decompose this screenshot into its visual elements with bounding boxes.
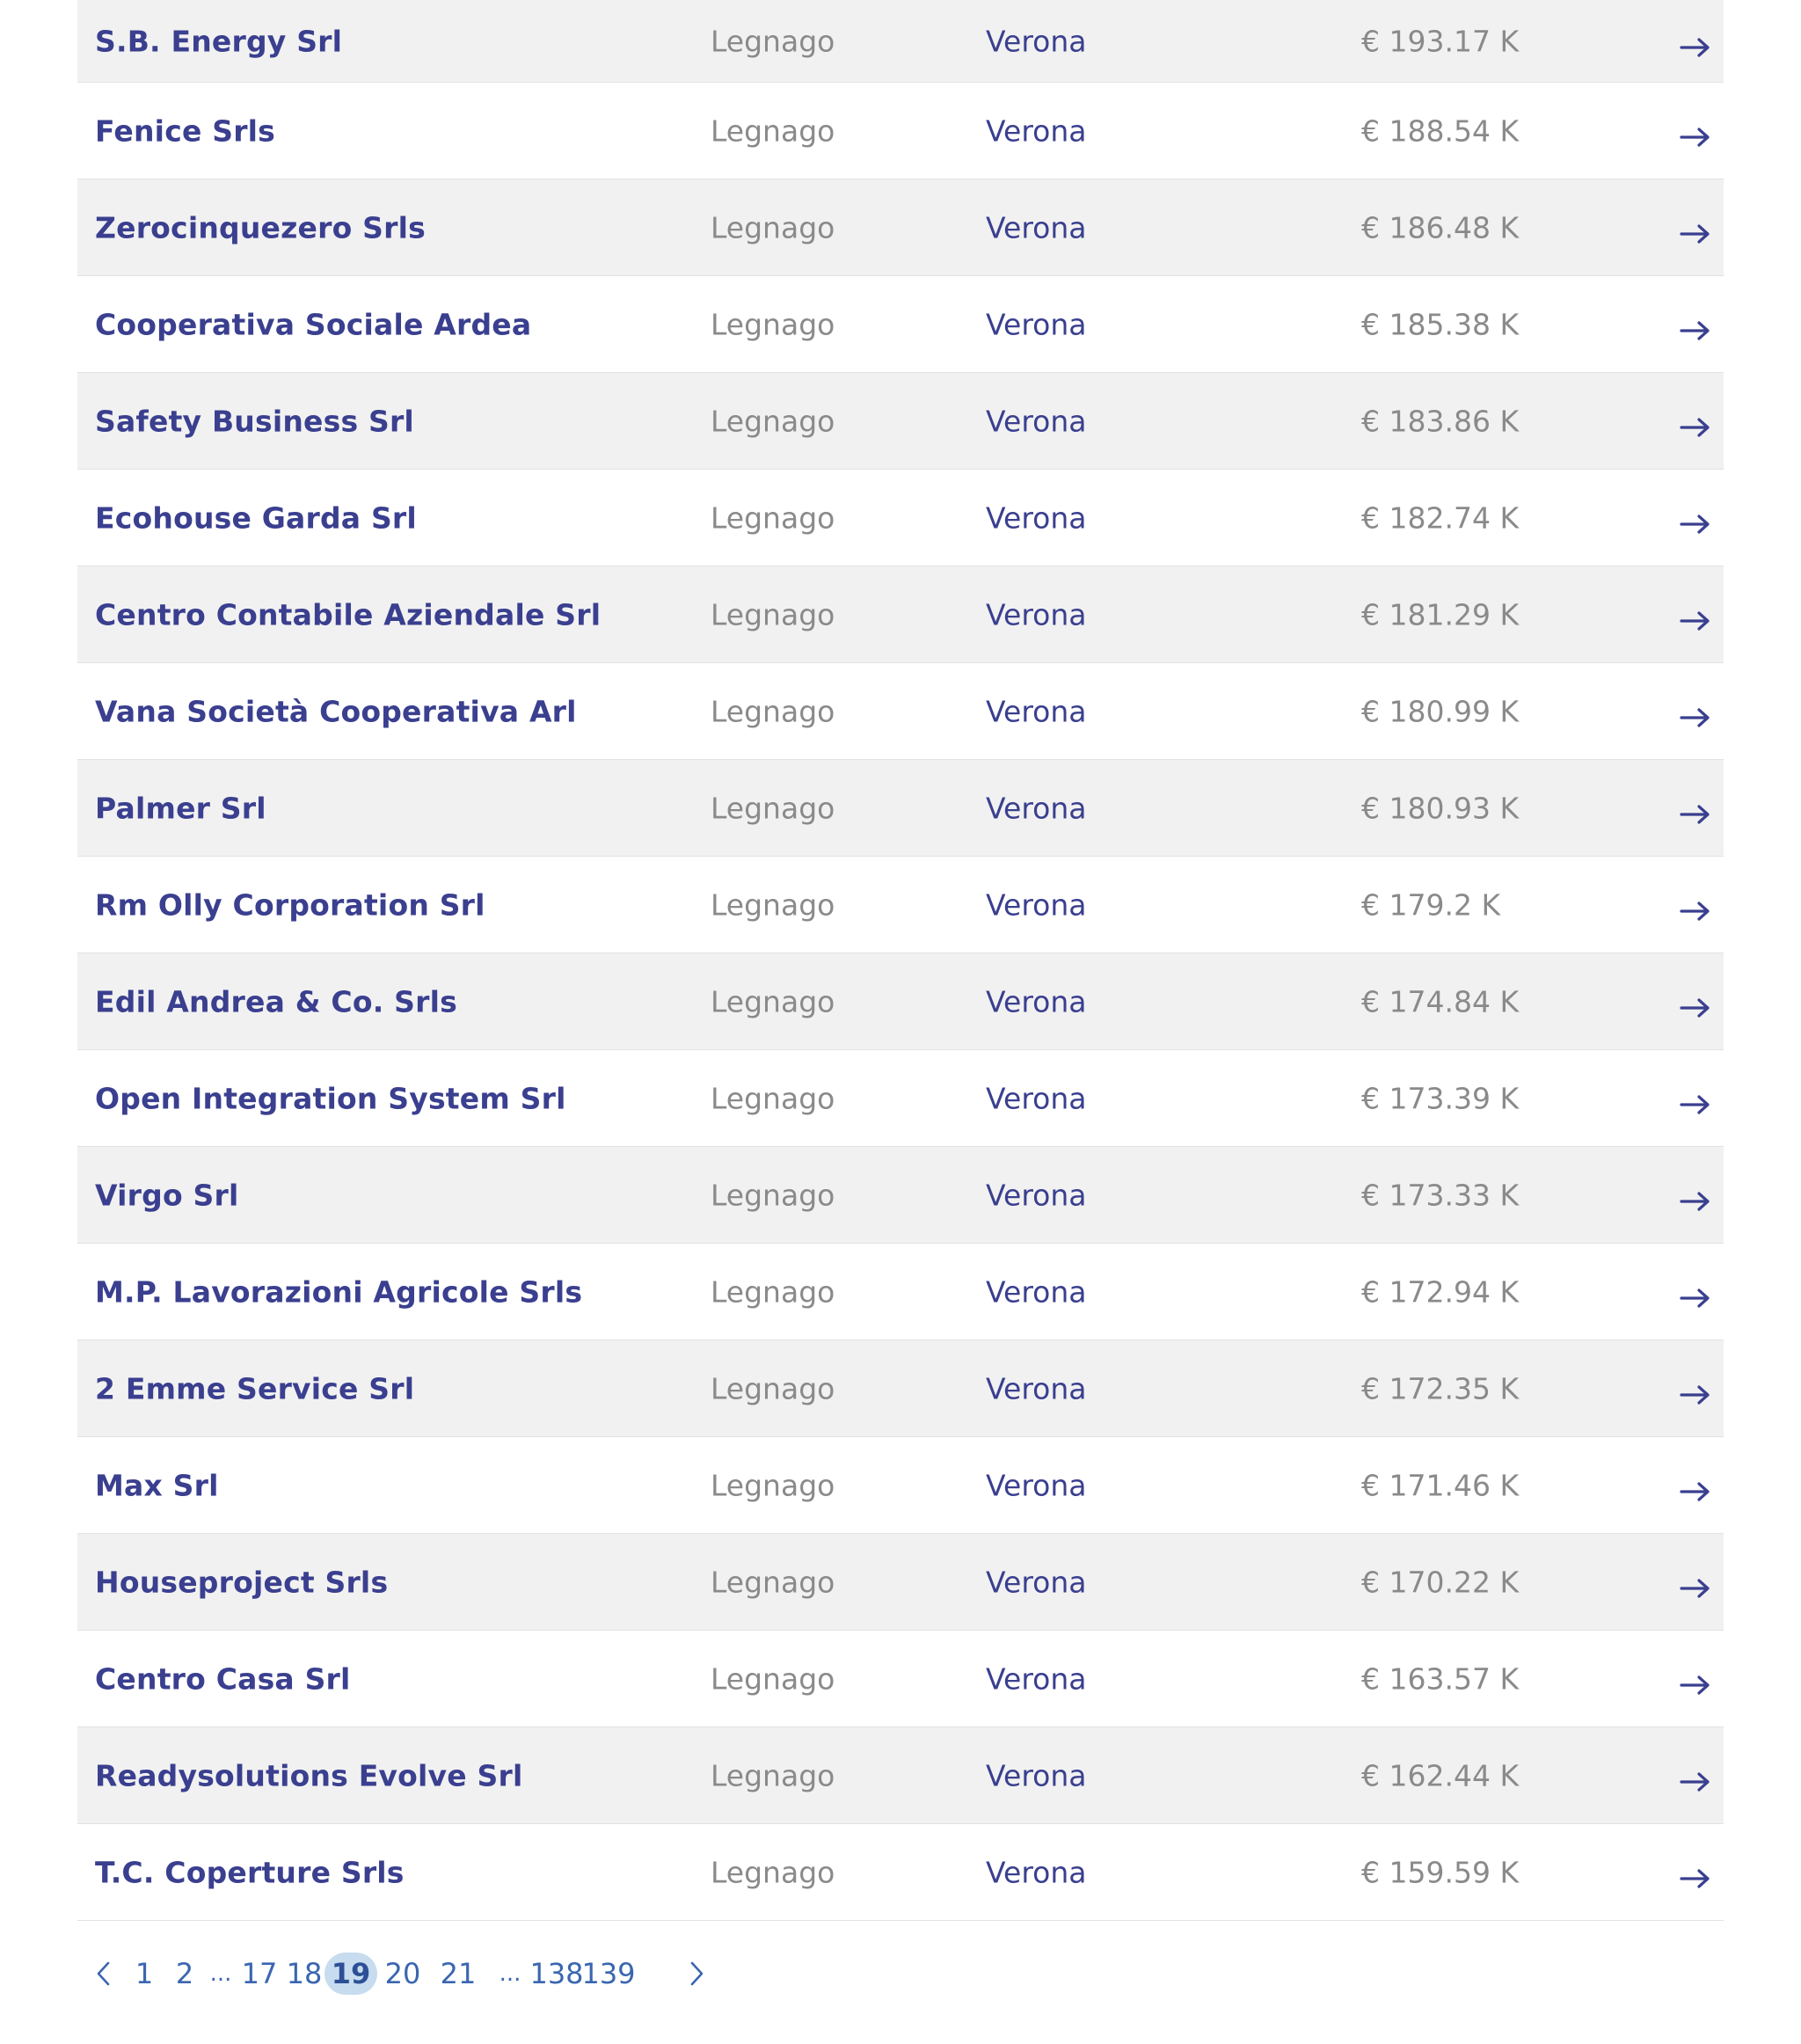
company-revenue: € 180.99 K [1361, 694, 1520, 728]
company-revenue: € 162.44 K [1361, 1758, 1520, 1792]
company-city: Legnago [711, 1468, 835, 1502]
company-province: Verona [986, 1661, 1087, 1696]
pagination-page[interactable]: 2 [175, 1957, 194, 1990]
company-province: Verona [986, 500, 1087, 535]
arrow-right-icon[interactable] [1680, 217, 1711, 238]
company-province: Verona [986, 307, 1087, 341]
table-row[interactable] [77, 0, 1724, 83]
table-row[interactable] [77, 1534, 1724, 1631]
company-city: Legnago [711, 404, 835, 438]
arrow-right-icon[interactable] [1680, 507, 1711, 529]
table-row[interactable] [77, 1244, 1724, 1340]
company-revenue: € 186.48 K [1361, 210, 1520, 245]
company-city: Legnago [711, 24, 835, 58]
table-row[interactable] [77, 1147, 1724, 1244]
company-name-link[interactable]: M.P. Lavorazioni Agricole Srls [95, 1274, 583, 1309]
table-row[interactable] [77, 857, 1724, 953]
arrow-right-icon[interactable] [1680, 120, 1711, 142]
company-revenue: € 181.29 K [1361, 597, 1520, 631]
arrow-right-icon[interactable] [1680, 1378, 1711, 1399]
pagination-page[interactable]: 1 [135, 1957, 154, 1990]
table-row[interactable] [77, 953, 1724, 1050]
company-revenue: € 193.17 K [1361, 24, 1520, 58]
chevron-right-icon[interactable] [687, 1960, 706, 1987]
pagination-current-page: 19 [324, 1953, 377, 1995]
arrow-right-icon[interactable] [1680, 894, 1711, 916]
company-city: Legnago [711, 113, 835, 148]
table-row[interactable] [77, 1824, 1724, 1921]
company-city: Legnago [711, 1855, 835, 1889]
arrow-right-icon[interactable] [1680, 31, 1711, 52]
company-revenue: € 188.54 K [1361, 113, 1520, 148]
company-city: Legnago [711, 500, 835, 535]
company-province: Verona [986, 1274, 1087, 1309]
company-revenue: € 182.74 K [1361, 500, 1520, 535]
company-city: Legnago [711, 694, 835, 728]
pagination-page[interactable]: 138 [529, 1957, 584, 1990]
company-name-link[interactable]: Open Integration System Srl [95, 1081, 566, 1115]
company-revenue: € 185.38 K [1361, 307, 1520, 341]
company-name-link[interactable]: Fenice Srls [95, 113, 276, 148]
company-revenue: € 163.57 K [1361, 1661, 1520, 1696]
company-province: Verona [986, 887, 1087, 922]
company-name-link[interactable]: Readysolutions Evolve Srl [95, 1758, 523, 1792]
table-row[interactable] [77, 760, 1724, 857]
company-revenue: € 180.93 K [1361, 791, 1520, 825]
company-revenue: € 183.86 K [1361, 404, 1520, 438]
arrow-right-icon[interactable] [1680, 314, 1711, 335]
company-name-link[interactable]: Cooperativa Sociale Ardea [95, 307, 532, 341]
company-revenue: € 173.39 K [1361, 1081, 1520, 1115]
company-name-link[interactable]: 2 Emme Service Srl [95, 1371, 415, 1405]
pagination-ellipsis: ... [499, 1960, 521, 1987]
arrow-right-icon[interactable] [1680, 798, 1711, 819]
company-city: Legnago [711, 1178, 835, 1212]
table-row[interactable] [77, 1437, 1724, 1534]
company-revenue: € 173.33 K [1361, 1178, 1520, 1212]
company-province: Verona [986, 1178, 1087, 1212]
company-city: Legnago [711, 1081, 835, 1115]
company-province: Verona [986, 1565, 1087, 1599]
company-name-link[interactable]: S.B. Energy Srl [95, 24, 343, 58]
pagination-page[interactable]: 17 [241, 1957, 278, 1990]
pagination-page[interactable]: 18 [286, 1957, 323, 1990]
pagination-page[interactable]: 139 [581, 1957, 636, 1990]
company-province: Verona [986, 404, 1087, 438]
table-row[interactable] [77, 470, 1724, 566]
company-city: Legnago [711, 1758, 835, 1792]
table-row[interactable] [77, 566, 1724, 663]
arrow-right-icon[interactable] [1680, 604, 1711, 625]
arrow-right-icon[interactable] [1680, 1572, 1711, 1593]
table-row[interactable] [77, 83, 1724, 179]
company-province: Verona [986, 210, 1087, 245]
arrow-right-icon[interactable] [1680, 701, 1711, 722]
table-row[interactable] [77, 1727, 1724, 1824]
company-name-link[interactable]: Safety Business Srl [95, 404, 414, 438]
company-revenue: € 172.94 K [1361, 1274, 1520, 1309]
arrow-right-icon[interactable] [1680, 1668, 1711, 1690]
company-province: Verona [986, 984, 1087, 1018]
company-city: Legnago [711, 597, 835, 631]
company-name-link[interactable]: Edil Andrea & Co. Srls [95, 984, 457, 1018]
company-province: Verona [986, 597, 1087, 631]
arrow-right-icon[interactable] [1680, 1088, 1711, 1109]
table-row[interactable] [77, 179, 1724, 276]
arrow-right-icon[interactable] [1680, 411, 1711, 432]
pagination-page[interactable]: 20 [384, 1957, 421, 1990]
pagination-ellipsis: ... [209, 1960, 232, 1987]
company-revenue: € 174.84 K [1361, 984, 1520, 1018]
company-province: Verona [986, 113, 1087, 148]
company-province: Verona [986, 1468, 1087, 1502]
company-name-link[interactable]: Virgo Srl [95, 1178, 239, 1212]
company-city: Legnago [711, 1661, 835, 1696]
company-city: Legnago [711, 984, 835, 1018]
company-name-link[interactable]: Vana Società Cooperativa Arl [95, 694, 577, 728]
company-name-link[interactable]: Centro Casa Srl [95, 1661, 351, 1696]
company-name-link[interactable]: Houseproject Srls [95, 1565, 389, 1599]
company-name-link[interactable]: Centro Contabile Aziendale Srl [95, 597, 602, 631]
arrow-right-icon[interactable] [1680, 1862, 1711, 1883]
company-city: Legnago [711, 307, 835, 341]
company-name-link[interactable]: Max Srl [95, 1468, 219, 1502]
company-province: Verona [986, 1758, 1087, 1792]
arrow-right-icon[interactable] [1680, 1475, 1711, 1496]
company-province: Verona [986, 1371, 1087, 1405]
company-city: Legnago [711, 1565, 835, 1599]
arrow-right-icon[interactable] [1680, 1765, 1711, 1786]
table-row[interactable] [77, 373, 1724, 470]
arrow-right-icon[interactable] [1680, 1281, 1711, 1303]
company-city: Legnago [711, 1274, 835, 1309]
company-revenue: € 159.59 K [1361, 1855, 1520, 1889]
company-city: Legnago [711, 1371, 835, 1405]
company-province: Verona [986, 24, 1087, 58]
company-name-link[interactable]: Palmer Srl [95, 791, 266, 825]
table-row[interactable] [77, 276, 1724, 373]
company-province: Verona [986, 1081, 1087, 1115]
company-city: Legnago [711, 887, 835, 922]
company-revenue: € 171.46 K [1361, 1468, 1520, 1502]
table-row[interactable] [77, 1340, 1724, 1437]
companies-table [77, 0, 1724, 1921]
company-revenue: € 172.35 K [1361, 1371, 1520, 1405]
company-revenue: € 179.2 K [1361, 887, 1501, 922]
company-province: Verona [986, 791, 1087, 825]
table-row[interactable] [77, 663, 1724, 760]
company-province: Verona [986, 694, 1087, 728]
chevron-left-icon[interactable] [94, 1960, 113, 1987]
company-province: Verona [986, 1855, 1087, 1889]
company-name-link[interactable]: Ecohouse Garda Srl [95, 500, 417, 535]
company-name-link[interactable]: Rm Olly Corporation Srl [95, 887, 485, 922]
table-row[interactable] [77, 1050, 1724, 1147]
company-city: Legnago [711, 210, 835, 245]
arrow-right-icon[interactable] [1680, 1185, 1711, 1206]
pagination-page[interactable]: 21 [440, 1957, 477, 1990]
company-name-link[interactable]: T.C. Coperture Srls [95, 1855, 405, 1889]
table-row[interactable] [77, 1631, 1724, 1727]
arrow-right-icon[interactable] [1680, 991, 1711, 1012]
company-name-link[interactable]: Zerocinquezero Srls [95, 210, 426, 245]
company-city: Legnago [711, 791, 835, 825]
company-revenue: € 170.22 K [1361, 1565, 1520, 1599]
